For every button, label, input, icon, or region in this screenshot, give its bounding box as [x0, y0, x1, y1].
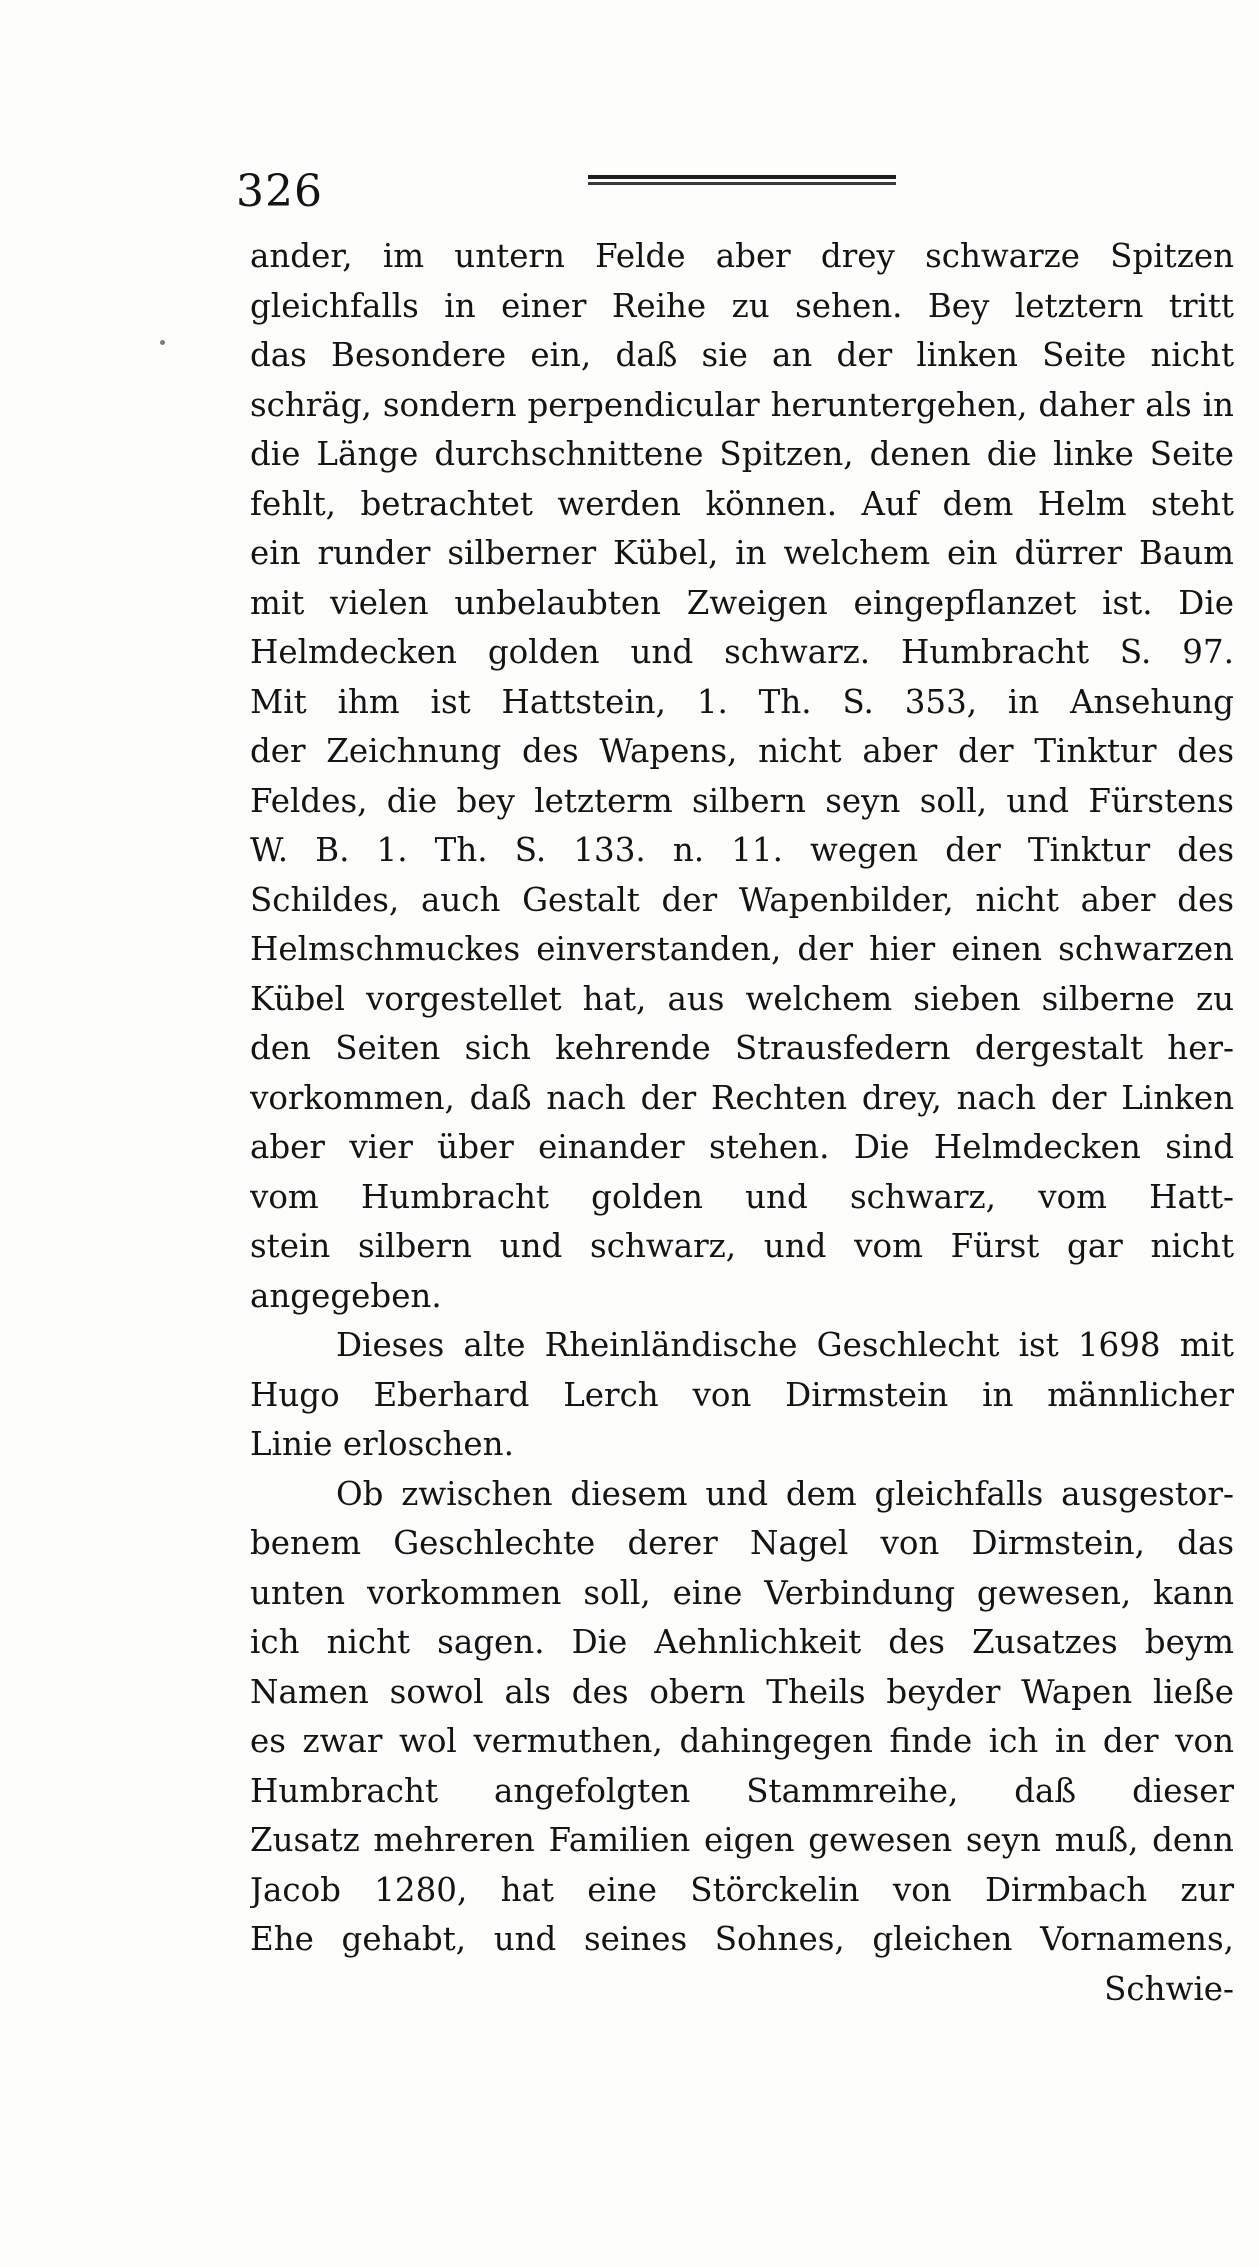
- text-line: unten vorkommen soll, eine Verbindung gewesen, kann: [250, 1573, 1234, 1612]
- text-line: Mit ihm ist Hattstein, 1. Th. S. 353, in Ansehung: [250, 682, 1234, 721]
- text-line: stein silbern und schwarz, und vom Fürst gar nicht: [250, 1227, 1234, 1265]
- text-line: Schildes, auch Gestalt der Wapenbilder, nicht aber des: [250, 880, 1234, 919]
- text-line: angegeben.: [250, 1276, 442, 1315]
- text-line: den Seiten sich kehrende Strausfedern dergestalt her-: [250, 1029, 1234, 1067]
- text-line: ich nicht sagen. Die Aehnlichkeit des Zusatzes beym: [250, 1623, 1234, 1661]
- text-line: ander, im untern Felde aber drey schwarze Spitzen: [250, 237, 1234, 275]
- header-rule-upper: [588, 175, 896, 179]
- body-text: [250, 232, 1234, 2014]
- text-line: mit vielen unbelaubten Zweigen eingepflanzet ist. Die: [250, 583, 1234, 622]
- text-line: Feldes, die bey letzterm silbern seyn soll, und Fürstens: [250, 781, 1234, 820]
- text-line: gleichfalls in einer Reihe zu sehen. Bey letztern tritt: [250, 286, 1234, 325]
- text-line: Kübel vorgestellet hat, aus welchem sieben silberne zu: [250, 979, 1234, 1018]
- text-line: Namen sowol als des obern Theils beyder Wapen ließe: [250, 1672, 1234, 1711]
- text-line: es zwar wol vermuthen, dahingegen finde ich in der von: [250, 1722, 1234, 1760]
- text-line: vorkommen, daß nach der Rechten drey, nach der Linken: [250, 1078, 1234, 1117]
- text-line: Helmdecken golden und schwarz. Humbracht S. 97.: [250, 633, 1234, 671]
- text-line: fehlt, betrachtet werden können. Auf dem Helm steht: [250, 484, 1234, 523]
- text-line: Ehe gehabt, und seines Sohnes, gleichen Vornamens,: [250, 1920, 1234, 1958]
- text-line: das Besondere ein, daß sie an der linken Seite nicht: [250, 336, 1234, 374]
- scan-speck: [160, 340, 165, 345]
- text-line: Ob zwischen diesem und dem gleichfalls ausgestor-: [336, 1474, 1234, 1513]
- text-line: Zusatz mehreren Familien eigen gewesen seyn muß, denn: [250, 1821, 1234, 1859]
- text-line: Hugo Eberhard Lerch von Dirmstein in männlicher: [250, 1375, 1234, 1414]
- text-line: Humbracht angefolgten Stammreihe, daß dieser: [250, 1771, 1234, 1810]
- text-line: ein runder silberner Kübel, in welchem ein dürrer Baum: [250, 534, 1234, 572]
- text-line: Dieses alte Rheinländische Geschlecht ist 1698 mit: [336, 1326, 1234, 1364]
- text-line: Helmschmuckes einverstanden, der hier einen schwarzen: [250, 930, 1234, 968]
- header-rule-lower: [588, 182, 896, 185]
- text-line: benem Geschlechte derer Nagel von Dirmstein, das: [250, 1524, 1234, 1562]
- text-line: Jacob 1280, hat eine Störckelin von Dirmbach zur: [250, 1870, 1234, 1909]
- text-line: der Zeichnung des Wapens, nicht aber der Tinktur des: [250, 732, 1234, 770]
- header-rule: [588, 175, 896, 187]
- text-line: vom Humbracht golden und schwarz, vom Hatt-: [250, 1177, 1234, 1216]
- text-line: die Länge durchschnittene Spitzen, denen die linke Seite: [250, 435, 1234, 473]
- text-line: Linie erloschen.: [250, 1425, 514, 1463]
- text-line: schräg, sondern perpendicular heruntergehen, daher als in: [250, 385, 1234, 424]
- text-line: aber vier über einander stehen. Die Helmdecken sind: [250, 1128, 1234, 1166]
- page-number: 326: [236, 166, 323, 217]
- text-line: W. B. 1. Th. S. 133. n. 11. wegen der Tinktur des: [250, 831, 1234, 869]
- catchword: Schwie-: [1104, 1969, 1234, 2008]
